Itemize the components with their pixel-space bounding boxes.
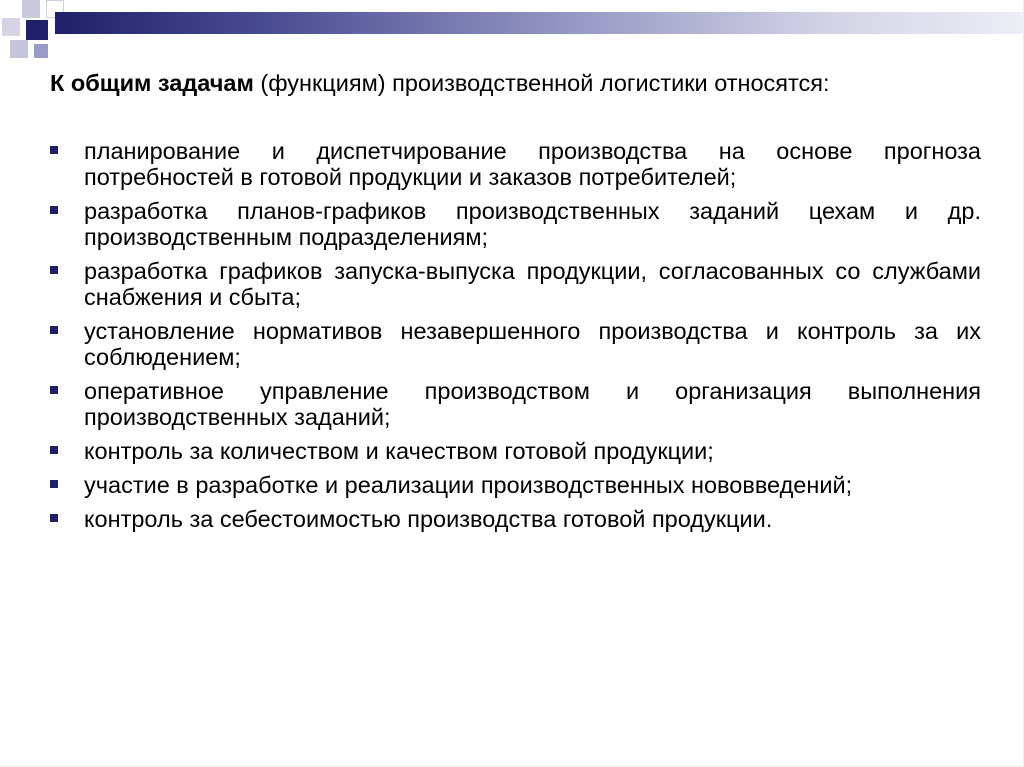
list-item	[50, 506, 981, 532]
decor-square	[26, 20, 48, 40]
decor-square	[34, 44, 48, 58]
list-item	[50, 198, 981, 250]
square-bullet-icon	[50, 146, 58, 154]
header-gradient-bar	[55, 12, 1024, 34]
slide-content	[50, 70, 981, 540]
intro-paragraph	[50, 70, 981, 96]
list-item-text: разработка планов-графиков производственных заданий цехам и др. производственным подразделениям;	[84, 198, 981, 250]
list-item-text: контроль за количеством и качеством готовой продукции;	[84, 438, 714, 464]
decor-square	[10, 40, 28, 58]
decor-square	[2, 18, 20, 36]
list-item	[50, 318, 981, 370]
list-item-text: контроль за себестоимостью производства готовой продукции.	[84, 506, 773, 532]
list-item	[50, 138, 981, 190]
list-item-text: установление нормативов незавершенного производства и контроль за их соблюдением;	[84, 318, 981, 370]
intro-bold-text: К общим задачам	[50, 70, 254, 96]
square-bullet-icon	[50, 386, 58, 394]
list-item	[50, 472, 981, 498]
square-bullet-icon	[50, 266, 58, 274]
list-item-text: планирование и диспетчирование производства на основе прогноза потребностей в готовой продукции и заказов потребителей;	[84, 138, 981, 190]
square-bullet-icon	[50, 446, 58, 454]
list-item	[50, 378, 981, 430]
square-bullet-icon	[50, 326, 58, 334]
square-bullet-icon	[50, 480, 58, 488]
square-bullet-icon	[50, 206, 58, 214]
list-item-text: разработка графиков запуска-выпуска продукции, согласованных со службами снабжения и сбыта;	[84, 258, 981, 310]
intro-text: (функциям) производственной логистики относятся:	[253, 70, 830, 96]
list-item	[50, 438, 981, 464]
list-item-text: оперативное управление производством и организация выполнения производственных заданий;	[84, 378, 981, 430]
decor-square	[22, 0, 40, 18]
square-bullet-icon	[50, 514, 58, 522]
task-list	[50, 138, 981, 532]
list-item-text: участие в разработке и реализации производственных нововведений;	[84, 472, 853, 498]
list-item	[50, 258, 981, 310]
